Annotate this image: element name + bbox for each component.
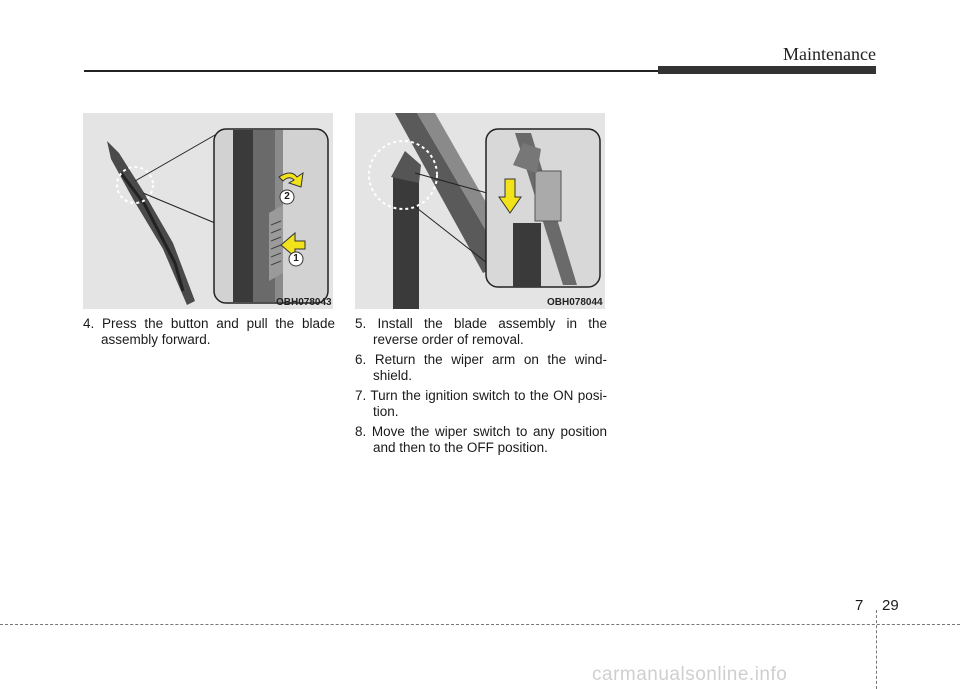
step-5: 5. Install the blade assembly in the reverse order of removal.: [355, 316, 607, 347]
header-title: Maintenance: [783, 44, 876, 64]
footer-dashed-rule: [0, 624, 960, 625]
step-8: 8. Move the wiper switch to any position and then to the OFF position.: [355, 424, 607, 455]
figure-blade-install: [355, 113, 605, 309]
step-4: 4. Press the button and pull the blade assembly forward.: [83, 316, 335, 347]
steps-right-column: [355, 316, 607, 460]
footer-vertical-rule: [876, 610, 877, 689]
header-rule-thin: [84, 70, 662, 72]
figure-blade-install-drawing: [355, 113, 605, 309]
watermark: carmanualsonline.info: [592, 664, 788, 685]
step-7: 7. Turn the ignition switch to the ON posi-tion.: [355, 388, 607, 419]
steps-left-column: [83, 316, 335, 352]
figure-blade-release: [83, 113, 333, 309]
page-chapter: 7: [855, 597, 864, 614]
callout-2: 2: [284, 191, 290, 202]
figure-code-right: OBH078044: [547, 297, 603, 308]
figure-blade-release-drawing: [83, 113, 333, 309]
step-6: 6. Return the wiper arm on the wind-shield.: [355, 352, 607, 383]
page-number: 29: [882, 597, 899, 614]
header-rule-thick: [658, 66, 876, 74]
figure-code-left: OBH078043: [276, 297, 332, 308]
callout-1: 1: [293, 253, 299, 264]
